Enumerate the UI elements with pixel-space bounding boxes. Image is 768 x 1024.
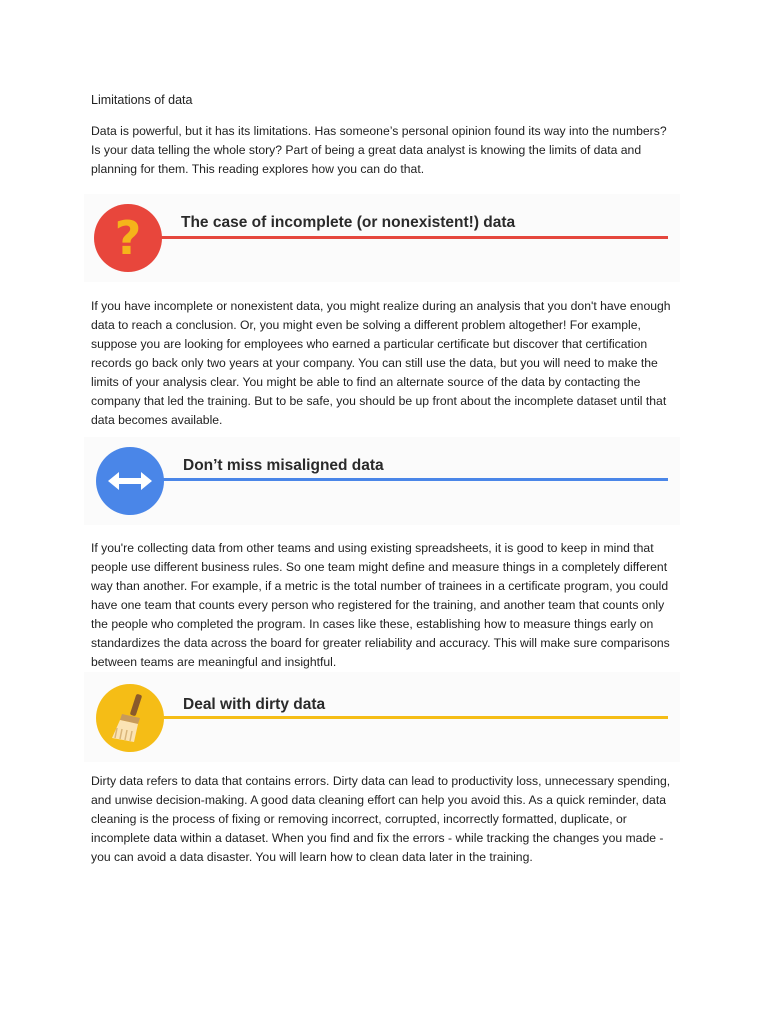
double-arrow-icon [96,447,164,515]
section-banner-dirty-data [84,672,680,762]
section-banner-misaligned-data [84,437,680,525]
question-mark-icon: ? [94,204,162,272]
section-paragraph-incomplete-data: If you have incomplete or nonexistent data, you might realize during an analysis that you don't have enough data to reach a conclusion. Or, you might even be solving a different problem altogether! For example, suppose you are looking for employees who earned a particular certificate but discover that certification records go back only two years at your company. You can still use the data, but you will need to make the limits of your analysis clear. You might be able to find an alternate source of the data by contacting the company that led the training. But to be safe, you should be up front about the incomplete dataset until that data becomes available. [91,299,671,427]
document-heading: Limitations of data [91,93,193,107]
intro-paragraph: Data is powerful, but it has its limitations. Has someone’s personal opinion found its way into the numbers? Is your data telling the whole story? Part of being a great data analyst is knowing the limits of data and planning for them. This reading explores how you can do that. [91,124,667,176]
banner-underline [160,716,668,719]
section-title: The case of incomplete (or nonexistent!) data [181,214,516,231]
banner-underline [160,478,668,481]
section-title: Deal with dirty data [183,696,326,713]
section-banner-incomplete-data [84,194,680,282]
section-title: Don’t miss misaligned data [183,457,384,474]
section-paragraph-misaligned-data: If you're collecting data from other teams and using existing spreadsheets, it is good to keep in mind that people use different business rules. So one team might define and measure things in a completely different way than another. For example, if a metric is the total number of trainees in a certificate program, you could have one team that counts every person who registered for the training, and another team that counts only the people who completed the program. In cases like these, establishing how to measure things early on standardizes the data across the board for greater reliability and accuracy. This will make sure comparisons between teams are meaningful and insightful. [91,541,670,669]
banner-underline [160,236,668,239]
section-paragraph-dirty-data: Dirty data refers to data that contains errors. Dirty data can lead to productivity loss, unnecessary spending, and unwise decision-making. A good data cleaning effort can help you avoid this. As a quick reminder, data cleaning is the process of fixing or removing incorrect, corrupted, incorrectly formatted, duplicate, or incomplete data within a dataset. When you find and fix the errors - while tracking the changes you made - you can avoid a data disaster. You will learn how to clean data later in the training. [91,774,671,864]
broom-icon [96,684,164,752]
